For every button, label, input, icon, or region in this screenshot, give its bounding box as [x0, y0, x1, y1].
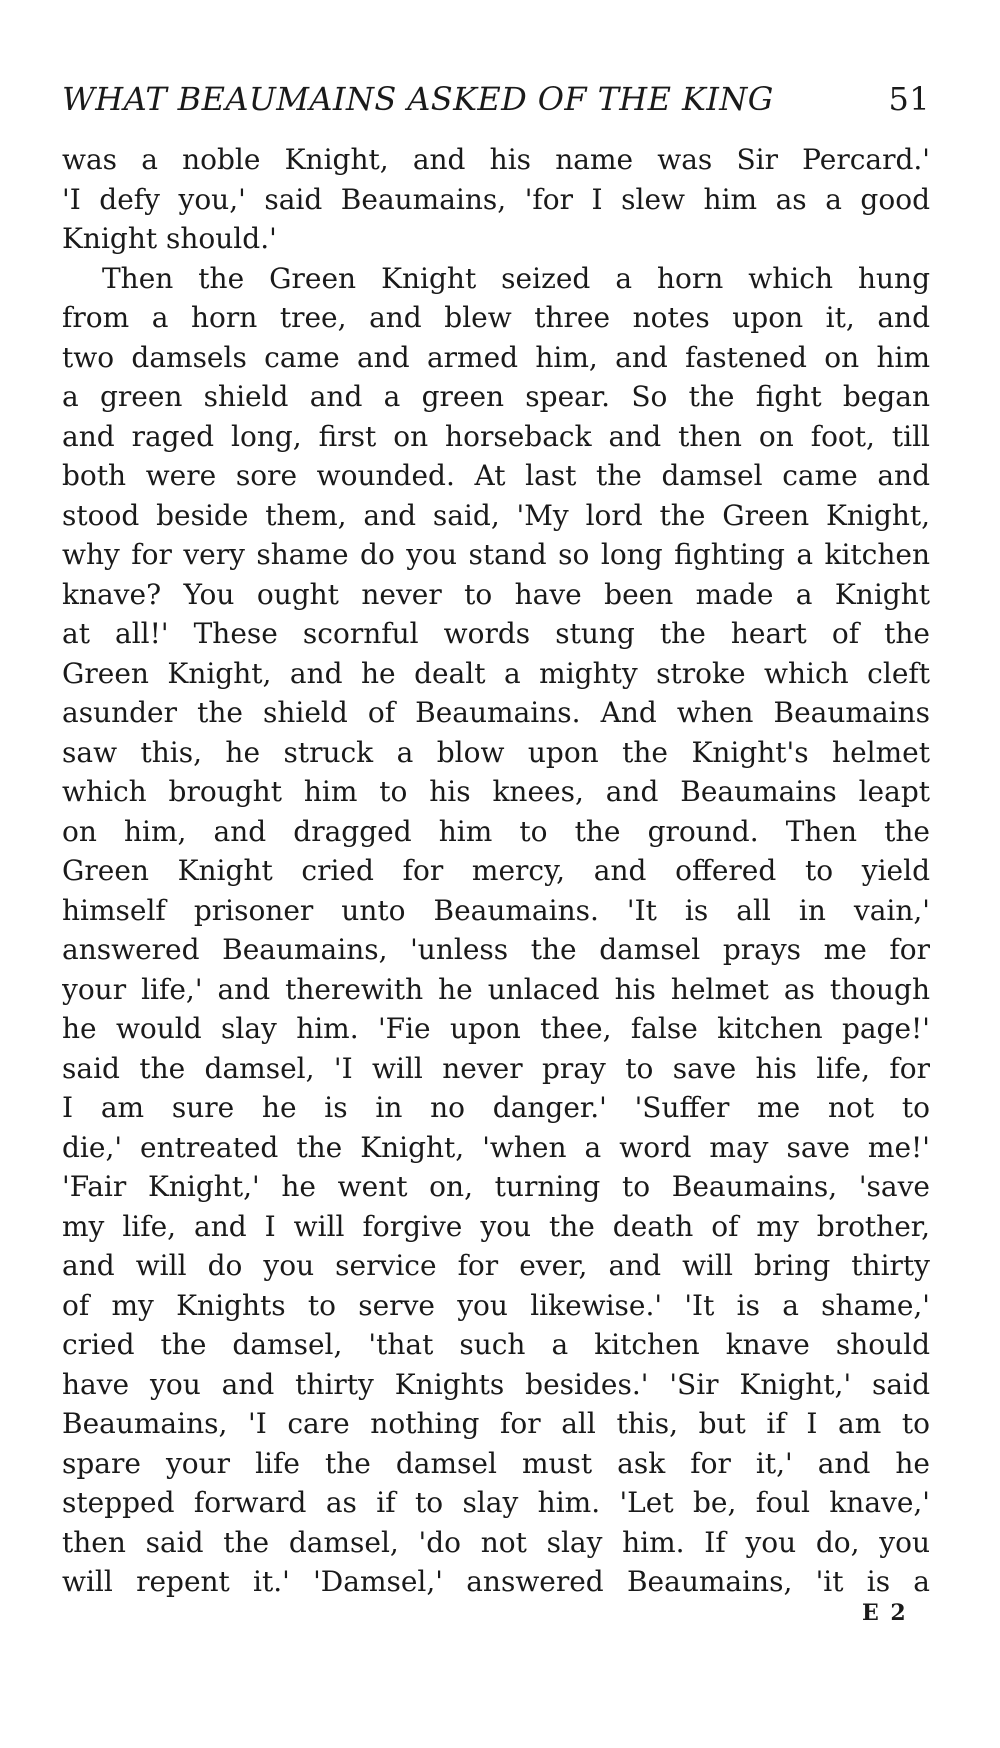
chapter-title: WHAT BEAUMAINS ASKED OF THE KING: [62, 80, 774, 118]
text-line: at all!' These scornful words stung the heart of the: [62, 617, 930, 650]
text-line: your life,' and therewith he unlaced his helmet as though: [62, 972, 930, 1006]
text-line: was a noble Knight, and his name was Sir Percard.': [62, 143, 930, 176]
text-line: die,' entreated the Knight, 'when a word may save me!': [62, 1130, 930, 1164]
text-line: have you and thirty Knights besides.' 'Sir Knight,' said: [62, 1367, 930, 1401]
text-line: asunder the shield of Beaumains. And when Beaumains: [62, 696, 930, 729]
text-line: and will do you service for ever, and will bring thirty: [62, 1249, 930, 1282]
running-head: [62, 80, 930, 124]
text-line: said the damsel, 'I will never pray to save his life, for: [62, 1051, 930, 1085]
text-line: on him, and dragged him to the ground. Then the: [62, 814, 930, 848]
text-line: both were sore wounded. At last the damsel came and: [62, 459, 930, 492]
text-line: then said the damsel, 'do not slay him. If you do, you: [62, 1525, 930, 1559]
text-line: saw this, he struck a blow upon the Knight's helmet: [62, 735, 930, 769]
text-line: my life, and I will forgive you the death of my brother,: [62, 1209, 930, 1243]
text-line: 'I defy you,' said Beaumains, 'for I slew him as a good: [62, 182, 930, 216]
text-line: stepped forward as if to slay him. 'Let be, foul knave,': [62, 1486, 930, 1519]
text-line: himself prisoner unto Beaumains. 'It is all in vain,': [62, 893, 930, 927]
text-line: of my Knights to serve you likewise.' 'It is a shame,': [62, 1288, 930, 1322]
text-line: Knight should.': [62, 222, 277, 255]
text-line: spare your life the damsel must ask for it,' and he: [62, 1446, 930, 1480]
text-line: stood beside them, and said, 'My lord the Green Knight,: [62, 498, 930, 532]
text-line: 'Fair Knight,' he went on, turning to Beaumains, 'save: [62, 1170, 930, 1203]
text-line: from a horn tree, and blew three notes upon it, and: [62, 301, 930, 334]
text-line: why for very shame do you stand so long fighting a kitchen: [62, 538, 930, 571]
text-line: Green Knight cried for mercy, and offered to yield: [62, 854, 930, 887]
text-line: cried the damsel, 'that such a kitchen knave should: [62, 1328, 930, 1361]
text-line: which brought him to his knees, and Beaumains leapt: [62, 775, 930, 808]
text-line: knave? You ought never to have been made a Knight: [62, 577, 930, 611]
signature-mark: E 2: [862, 1600, 908, 1626]
text-line: answered Beaumains, 'unless the damsel prays me for: [62, 933, 930, 966]
body-text: [62, 140, 930, 1602]
text-line: he would slay him. 'Fie upon thee, false kitchen page!': [62, 1012, 930, 1045]
text-line: Green Knight, and he dealt a mighty stroke which cleft: [62, 656, 930, 690]
text-line: Then the Green Knight seized a horn which hung: [102, 261, 930, 295]
text-line: will repent it.' 'Damsel,' answered Beaumains, 'it is a: [62, 1565, 930, 1598]
text-line: two damsels came and armed him, and fastened on him: [62, 340, 930, 374]
text-line: a green shield and a green spear. So the fight began: [62, 380, 930, 413]
text-line: and raged long, first on horseback and then on foot, till: [62, 419, 930, 453]
text-line: Beaumains, 'I care nothing for all this, but if I am to: [62, 1407, 930, 1440]
text-line: I am sure he is in no danger.' 'Suffer me not to: [62, 1091, 930, 1124]
page-number: 51: [888, 80, 930, 118]
